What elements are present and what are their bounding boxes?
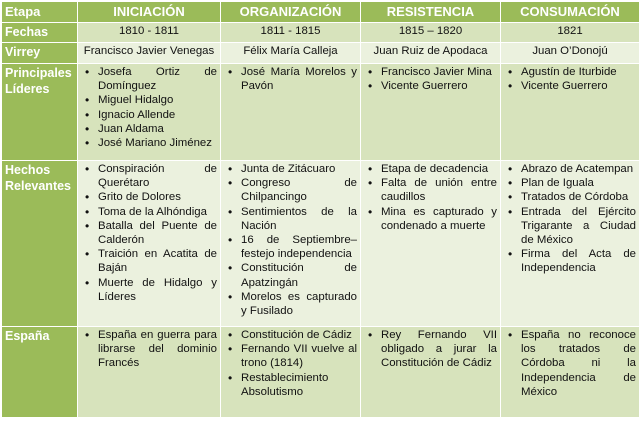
row-hechos: [2, 161, 640, 327]
list-item: • Josefa Ortiz de Domínguez: [98, 65, 217, 93]
list-item: • José Mariano Jiménez: [98, 136, 217, 150]
list-item: • Tratados de Córdoba: [521, 190, 636, 204]
list-item: • Falta de unión entre caudillos: [381, 176, 497, 204]
list-item: • Miguel Hidalgo: [98, 93, 217, 107]
label-fechas: Fechas: [2, 23, 78, 43]
bullet-list: [504, 162, 636, 276]
list-item: • Constitución de Apatzingán: [241, 261, 357, 289]
bullet-list: [504, 65, 636, 93]
fechas-iniciacion: 1810 - 1811: [78, 23, 221, 43]
list-item: • Vicente Guerrero: [521, 79, 636, 93]
list-item: • Agustín de Iturbide: [521, 65, 636, 79]
bullet-list: [364, 328, 497, 371]
bullet-list: [504, 328, 636, 399]
list-item: • Constitución de Cádiz: [241, 328, 357, 342]
label-hechos: Hechos Relevantes: [2, 161, 78, 327]
list-item: • Juan Aldama: [98, 122, 217, 136]
fechas-resistencia: 1815 – 1820: [361, 23, 501, 43]
list-item: • España en guerra para librarse del dominio Francés: [98, 328, 217, 371]
espana-organizacion: [221, 327, 361, 418]
lideres-organizacion: [221, 64, 361, 161]
header-row: [2, 2, 640, 23]
list-item: • Sentimientos de la Nación: [241, 205, 357, 233]
list-item: • Abrazo de Acatempan: [521, 162, 636, 176]
bullet-list: [224, 65, 357, 93]
row-lideres: [2, 64, 640, 161]
virrey-iniciacion: Francisco Javier Venegas: [78, 43, 221, 64]
list-item: • Mina es capturado y condenado a muerte: [381, 205, 497, 233]
list-item: • Plan de Iguala: [521, 176, 636, 190]
bullet-list: [364, 65, 497, 93]
lideres-iniciacion: [78, 64, 221, 161]
header-organizacion: ORGANIZACIÓN: [221, 2, 361, 23]
history-table: [1, 1, 640, 418]
list-item: • Firma del Acta de Independencia: [521, 247, 636, 275]
list-item: • Morelos es capturado y Fusilado: [241, 290, 357, 318]
label-virrey: Virrey: [2, 43, 78, 64]
header-iniciacion: INICIACIÓN: [78, 2, 221, 23]
list-item: • Toma de la Alhóndiga: [98, 205, 217, 219]
list-item: • Batalla del Puente de Calderón: [98, 219, 217, 247]
label-lideres: Principales Líderes: [2, 64, 78, 161]
lideres-consumacion: [501, 64, 640, 161]
hechos-consumacion: [501, 161, 640, 327]
hechos-organizacion: [221, 161, 361, 327]
list-item: • Fernando VII vuelve al trono (1814): [241, 342, 357, 370]
virrey-resistencia: Juan Ruiz de Apodaca: [361, 43, 501, 64]
row-virrey: [2, 43, 640, 64]
list-item: • Francisco Javier Mina: [381, 65, 497, 79]
list-item: • Junta de Zitácuaro: [241, 162, 357, 176]
virrey-consumacion: Juan O’Donojú: [501, 43, 640, 64]
row-fechas: [2, 23, 640, 43]
list-item: • Ignacio Allende: [98, 108, 217, 122]
list-item: • Entrada del Ejército Trigarante a Ciudad de México: [521, 205, 636, 248]
hechos-iniciacion: [78, 161, 221, 327]
label-espana: España: [2, 327, 78, 418]
bullet-list: [224, 162, 357, 318]
list-item: • Rey Fernando VII obligado a jurar la Constitución de Cádiz: [381, 328, 497, 371]
virrey-organizacion: Félix María Calleja: [221, 43, 361, 64]
list-item: • José María Morelos y Pavón: [241, 65, 357, 93]
lideres-resistencia: [361, 64, 501, 161]
list-item: • Traición en Acatita de Baján: [98, 247, 217, 275]
list-item: • Conspiración de Querétaro: [98, 162, 217, 190]
bullet-list: [81, 162, 217, 304]
fechas-consumacion: 1821: [501, 23, 640, 43]
header-etapa: Etapa: [2, 2, 78, 23]
list-item: • Congreso de Chilpancingo: [241, 176, 357, 204]
list-item: • España no reconoce los tratados de Córdoba ni la Independencia de México: [521, 328, 636, 399]
espana-resistencia: [361, 327, 501, 418]
hechos-resistencia: [361, 161, 501, 327]
list-item: • Muerte de Hidalgo y Líderes: [98, 276, 217, 304]
header-consumacion: CONSUMACIÓN: [501, 2, 640, 23]
bullet-list: [81, 65, 217, 150]
list-item: • Vicente Guerrero: [381, 79, 497, 93]
bullet-list: [224, 328, 357, 399]
fechas-organizacion: 1811 - 1815: [221, 23, 361, 43]
list-item: • Grito de Dolores: [98, 190, 217, 204]
header-resistencia: RESISTENCIA: [361, 2, 501, 23]
espana-iniciacion: [78, 327, 221, 418]
list-item: • 16 de Septiembre– festejo independencia: [241, 233, 357, 261]
list-item: • Restablecimiento Absolutismo: [241, 371, 357, 399]
list-item: • Etapa de decadencia: [381, 162, 497, 176]
espana-consumacion: [501, 327, 640, 418]
bullet-list: [81, 328, 217, 371]
bullet-list: [364, 162, 497, 233]
row-espana: [2, 327, 640, 418]
